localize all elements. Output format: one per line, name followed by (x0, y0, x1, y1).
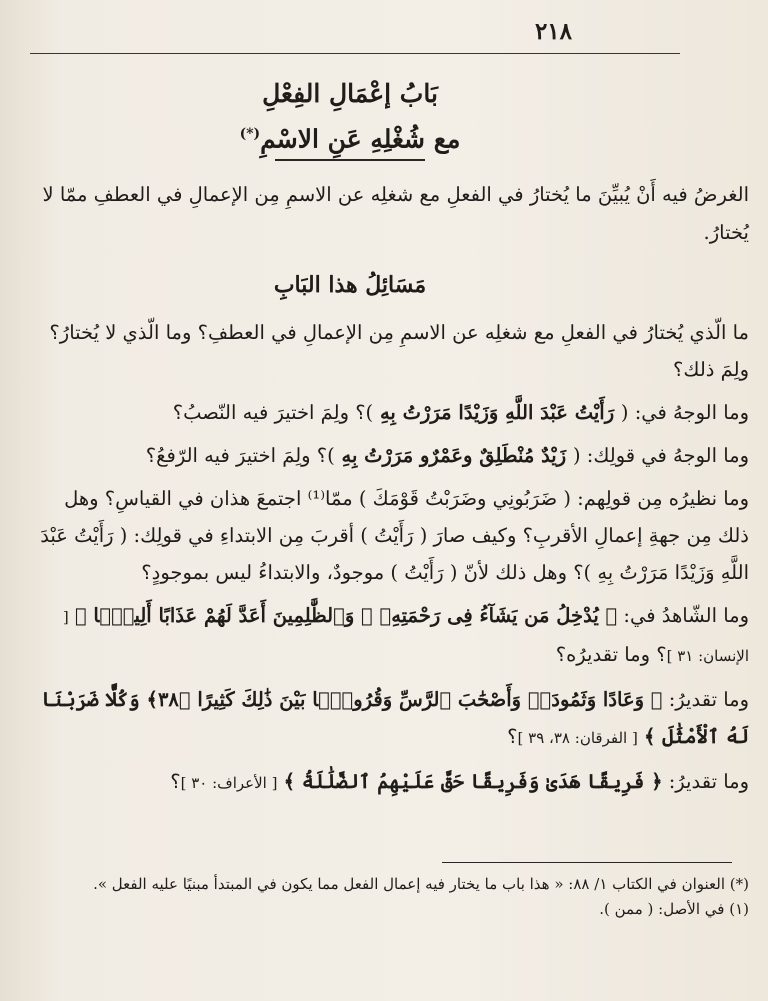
question-paragraph-5 (34, 597, 749, 675)
chapter-title-line-2-text: مع شُغْلِهِ عَنِ الاسْمِ (260, 124, 461, 154)
question-text: ؟ وما تقديرُه؟ (555, 643, 667, 666)
chapter-title-line-1: بَابُ إعْمَالِ الفِعْلِ (262, 79, 438, 108)
question-text: وما الوجهُ في قولِك: ( (572, 444, 749, 467)
question-paragraph-6 (34, 681, 749, 757)
footnote-divider (442, 862, 732, 863)
header-rule (30, 53, 680, 54)
quran-verse: ﴿ وَعَادًا وَثَمُودَا۟ وَأَصْحَٰبَ ٱلرَّسِّ وَقُرُونًۢا بَيْنَ ذَٰلِكَ كَثِيرًا ﴿٣٨﴾ وَكُلًّا ضَرَبْنَا لَهُ ٱلْأَمْثَٰلَ ﴾ (41, 688, 749, 748)
question-text: )؟ ولِمَ اختيرَ فيه الرّفعُ؟ (145, 444, 335, 467)
chapter-title-line-2 (90, 114, 610, 159)
footnote-item: (١) في الأصل: ( ممن ). (599, 900, 749, 918)
question-text: وما الشّاهدُ في: (617, 604, 749, 627)
quoted-example: رَأَيْتُ عَبْدَ اللَّهِ وَزَيْدًا مَرَرْتُ بِهِ (373, 401, 621, 424)
question-paragraph-2 (34, 394, 749, 431)
footnote-item: (*) العنوان في الكتاب ١/ ٨٨: « هذا باب ما يختار فيه إعمال الفعل مما يكون في المبتدأ مبنيًا عليه الفعل ». (93, 875, 749, 893)
footnotes (34, 872, 749, 922)
verse-reference: [ الإنسان: ٣١ ] (62, 608, 749, 665)
quran-verse: ﴿ يُدْخِلُ مَن يَشَآءُ فِى رَحْمَتِهِۦ ۚ وَٱلظَّٰلِمِينَ أَعَدَّ لَهُمْ عَذَابًا أَلِيمًۢا ﴾ (74, 604, 618, 627)
intro-paragraph: الغرضُ فيه أَنْ يُبيِّنَ ما يُختارُ في الفعلِ مع شغلِه عن الاسمِ مِن الإعمالِ في العطفِ ممّا لا يُختارُ. (42, 183, 749, 244)
quoted-example: زَيْدٌ مُنْطَلِقٌ وعَمْرٌو مَرَرْتُ بِهِ (334, 444, 573, 467)
question-text: ؟ (507, 725, 518, 748)
question-text: وما الوجهُ في: ( (620, 401, 749, 424)
question-paragraph-7 (34, 763, 749, 802)
question-paragraph-4: وما نظيرُه مِن قولِهم: ( ضَرَبُونِي وضَرَبْتُ قَوْمَكَ ) ممّا⁽¹⁾ اجتمعَ هذان في القياسِ؟ وهل ذلك مِن جهةِ إعمالِ الأقربِ؟ وكيف صارَ ( رَأَيْتُ ) أقربَ مِن الابتداءِ في قولِك: ( رَأَيْتُ عَبْدَ اللَّهِ وَزَيْدًا مَرَرْتُ بِهِ )؟ وهل ذلك لأنّ ( رَأَيْتُ ) موجودٌ، والابتداءُ ليس بموجودٍ؟ (40, 487, 749, 584)
verse-reference: [ الفرقان: ٣٨، ٣٩ ] (517, 729, 638, 747)
section-heading: مَسَائِلُ هذا البَابِ (273, 272, 427, 298)
question-text: ؟ (170, 770, 181, 793)
question-paragraph-1: ما الّذي يُختارُ في الفعلِ مع شغلِه عن الاسمِ مِن الإعمالِ في العطفِ؟ وما الّذي لا يُختارُ؟ ولِمَ ذلك؟ (49, 321, 749, 381)
questions-body (34, 314, 749, 808)
quran-verse: ﴿ فَرِيقًا هَدَىٰ وَفَرِيقًا حَقَّ عَلَيْهِمُ ٱلضَّلَٰلَةُ ﴾ (283, 770, 663, 793)
question-text: وما تقديرُ: (662, 770, 749, 793)
title-underline (275, 159, 425, 161)
question-paragraph-3 (34, 437, 749, 474)
verse-reference: [ الأعراف: ٣٠ ] (180, 774, 278, 792)
page-number: ٢١٨ (534, 18, 572, 45)
title-footnote-marker: (*) (239, 126, 261, 142)
question-text: )؟ ولِمَ اختيرَ فيه النّصبُ؟ (172, 401, 374, 424)
chapter-title (90, 74, 610, 161)
question-text: وما تقديرُ: (662, 688, 749, 711)
